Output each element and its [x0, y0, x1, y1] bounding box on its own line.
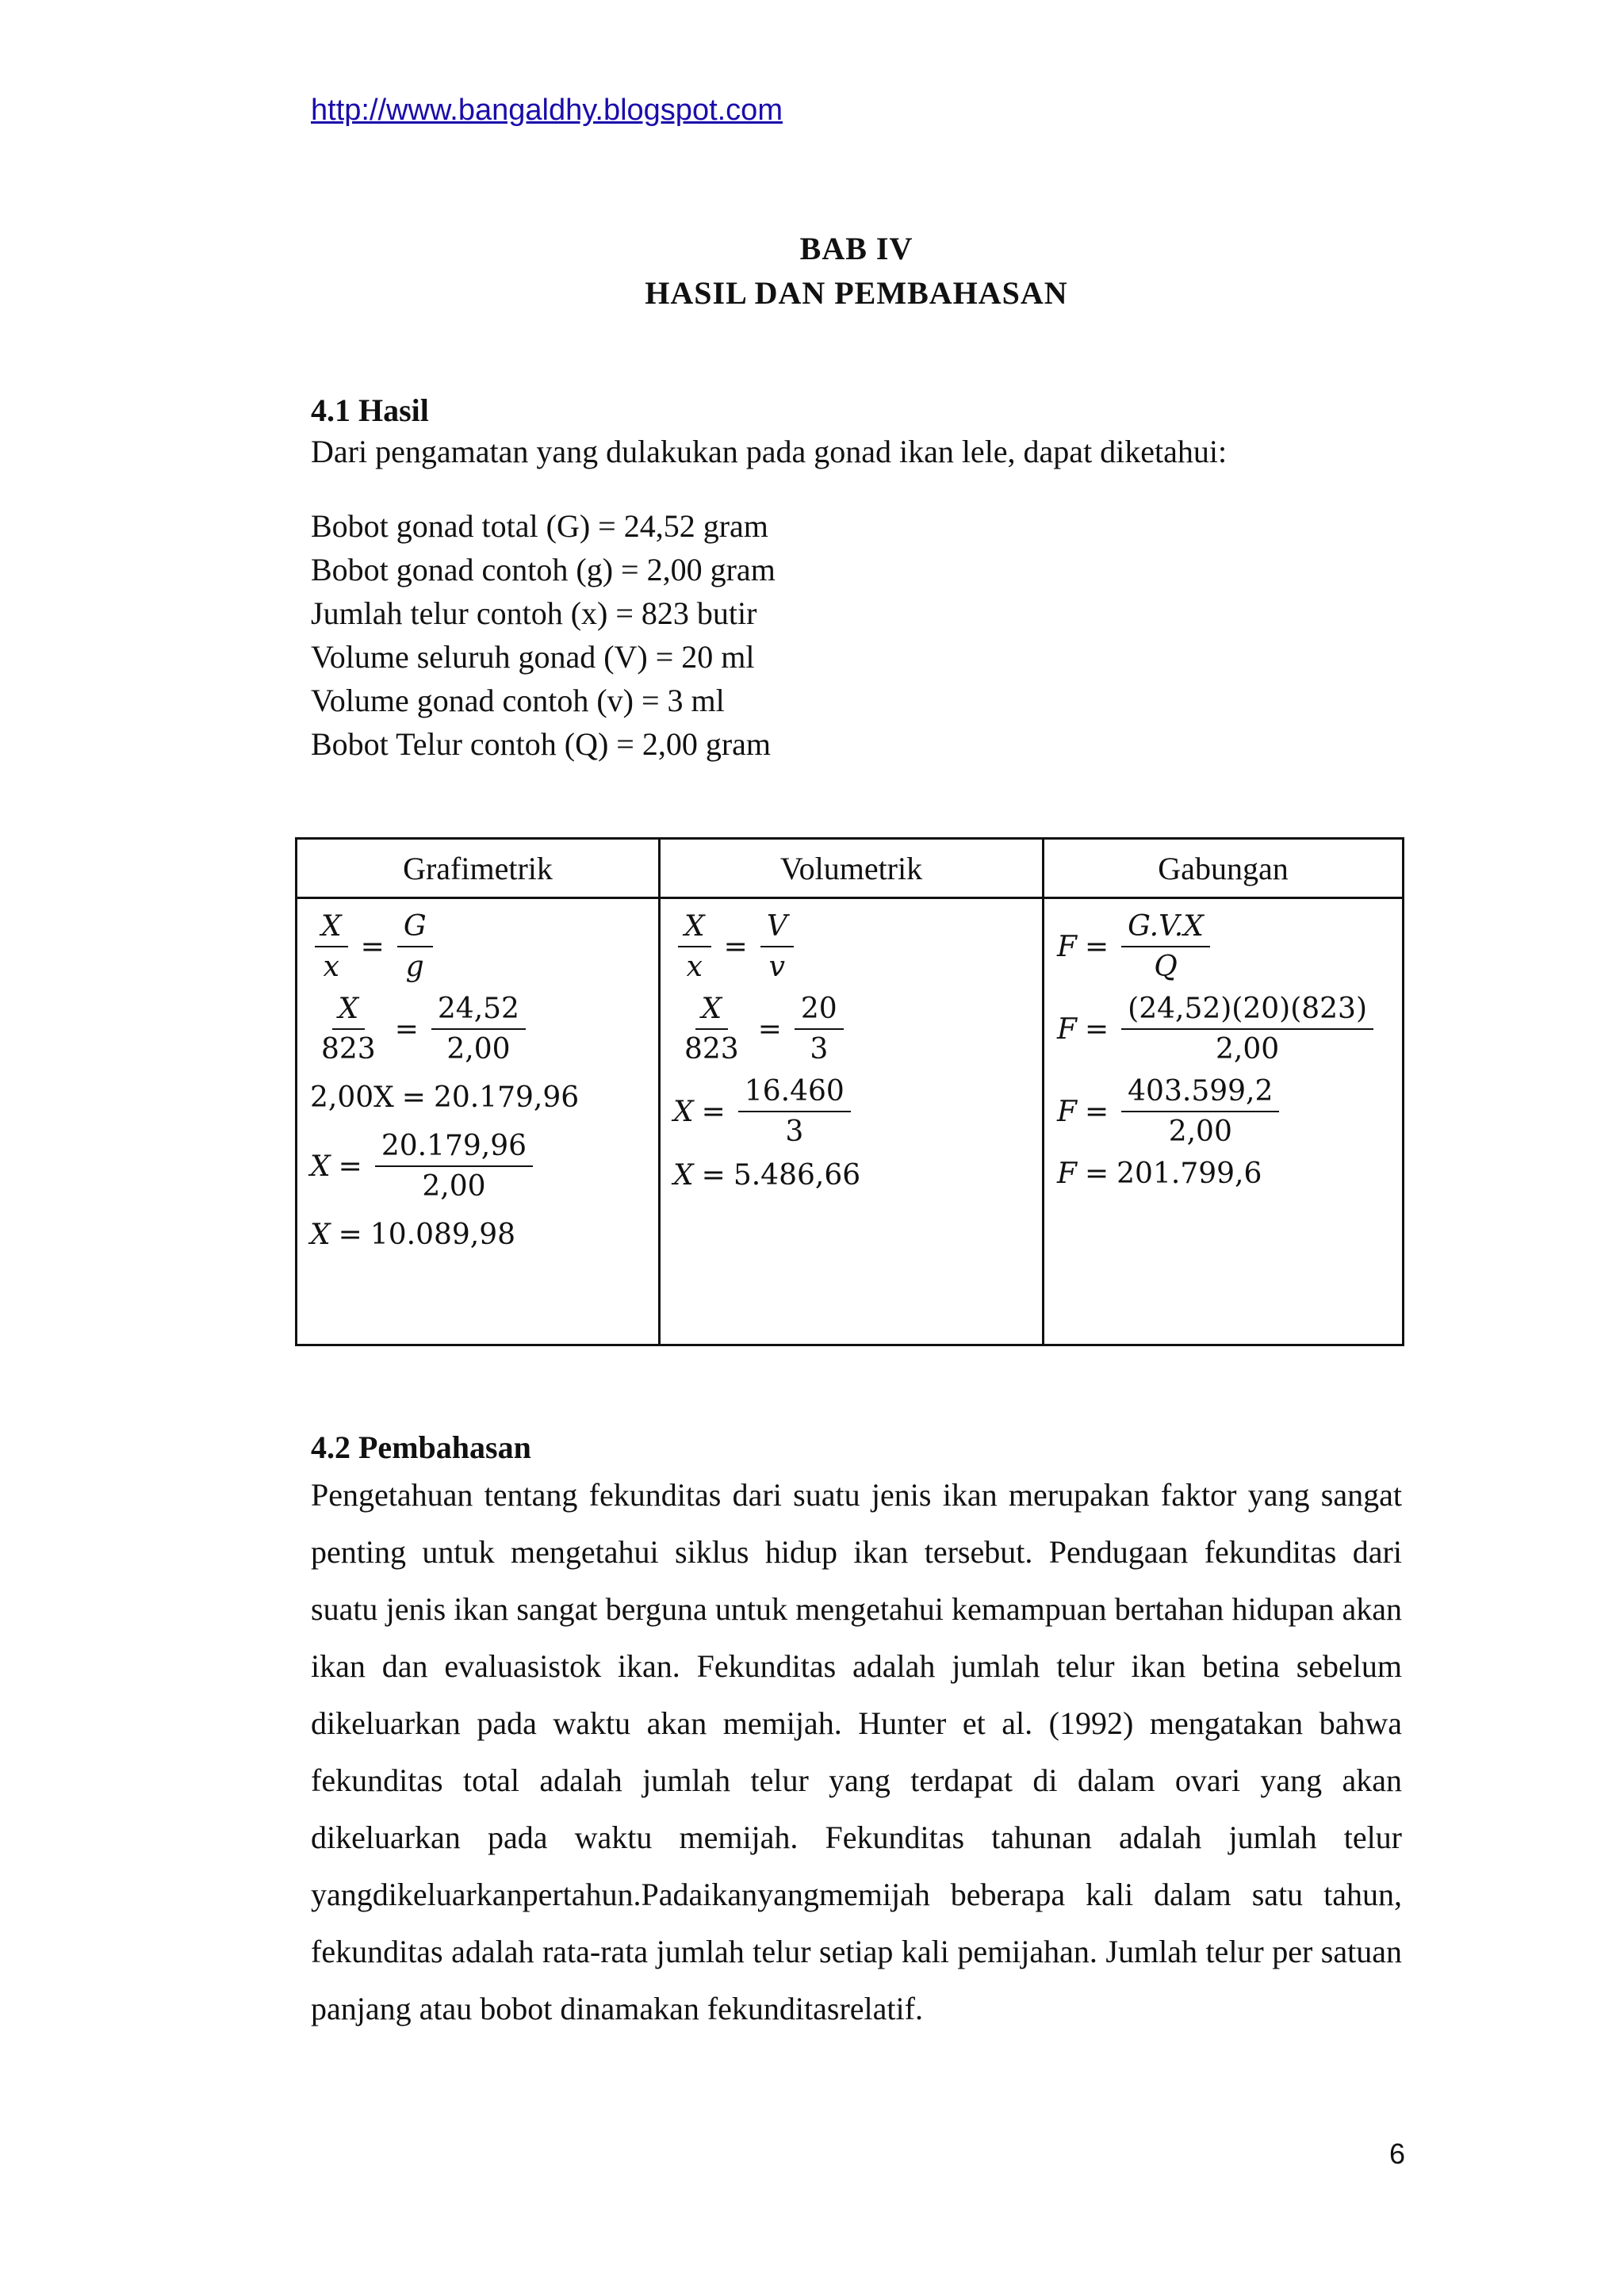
volumetrik-division: X = $\frac{16.460}{3}$	[673, 1075, 1042, 1148]
header-url-link[interactable]: http://www.bangaldhy.blogspot.com	[311, 94, 783, 127]
measurement-item: Volume seluruh gonad (V) = 20 ml	[311, 639, 755, 675]
grafimetrik-result: X = 10.089,98	[310, 1219, 516, 1251]
gabungan-formula: F = $\frac{G.V.X}{Q}$	[1057, 910, 1402, 983]
grafimetrik-cross-multiply: 2,00X = 20.179,96	[310, 1081, 580, 1114]
measurement-item: Bobot gonad contoh (g) = 2,00 gram	[311, 552, 776, 587]
page-number: 6	[1389, 2137, 1406, 2170]
header-gabungan: Gabungan	[1044, 839, 1404, 898]
volumetrik-substitution: $\frac{X}{823}$ = $\frac{20}{3}$	[673, 993, 1042, 1066]
grafimetrik-cell	[297, 898, 660, 1345]
measurement-item: Volume gonad contoh (v) = 3 ml	[311, 683, 725, 718]
gabungan-substitution: F = $\frac{(24,52)(20)(823)}{2,00}$	[1057, 993, 1402, 1066]
discussion-paragraph: Pengetahuan tentang fekunditas dari suatu jenis ikan merupakan faktor yang sangat penting untuk mengetahui siklus hidup ikan tersebut. Pendugaan fekunditas dari suatu jenis ikan sangat berguna untuk mengetahui kemampuan bertahan hidupan akan ikan dan evaluasistok ikan. Fekunditas adalah jumlah telur ikan betina sebelum dikeluarkan pada waktu akan memijah. Hunter et al. (1992) mengatakan bahwa fekunditas total adalah jumlah telur yang terdapat di dalam ovari yang akan dikeluarkan pada waktu memijah. Fekunditas tahunan adalah jumlah telur yangdikeluarkanpertahun.Padaikanyangmemijah beberapa kali dalam satu tahun, fekunditas adalah rata-rata jumlah telur setiap kali pemijahan. Jumlah telur per satuan panjang atau bobot dinamakan fekunditasrelatif.	[311, 1477, 1402, 2026]
volumetrik-result: X = 5.486,66	[673, 1159, 861, 1192]
measurement-item: Bobot Telur contoh (Q) = 2,00 gram	[311, 726, 772, 762]
gabungan-cell	[1044, 898, 1404, 1345]
gabungan-result: F = 201.799,6	[1057, 1158, 1262, 1190]
measurement-item: Bobot gonad total (G) = 24,52 gram	[311, 508, 768, 544]
measurement-list	[311, 504, 776, 766]
measurement-item: Jumlah telur contoh (x) = 823 butir	[311, 595, 757, 631]
chapter-number: BAB IV	[799, 231, 914, 266]
grafimetrik-substitution: $\frac{X}{823}$ = $\frac{24,52}{2,00}$	[310, 993, 658, 1066]
grafimetrik-division: X = $\frac{20.179,96}{2,00}$	[310, 1130, 658, 1203]
grafimetrik-formula: $\frac{X}{x}$ = $\frac{G}{g}$	[310, 910, 658, 983]
chapter-title: HASIL DAN PEMBAHASAN	[645, 275, 1068, 311]
section-heading-pembahasan: 4.2 Pembahasan	[311, 1429, 531, 1465]
volumetrik-formula: $\frac{X}{x}$ = $\frac{V}{v}$	[673, 910, 1042, 983]
section-heading-hasil: 4.1 Hasil	[311, 392, 429, 428]
header-volumetrik: Volumetrik	[660, 839, 1044, 898]
header-grafimetrik: Grafimetrik	[297, 839, 660, 898]
section-intro: Dari pengamatan yang dulakukan pada gonad ikan lele, dapat diketahui:	[311, 434, 1228, 469]
gabungan-product: F = $\frac{403.599,2}{2,00}$	[1057, 1075, 1402, 1148]
volumetrik-cell	[660, 898, 1044, 1345]
fecundity-calculation-table	[295, 837, 1404, 1346]
